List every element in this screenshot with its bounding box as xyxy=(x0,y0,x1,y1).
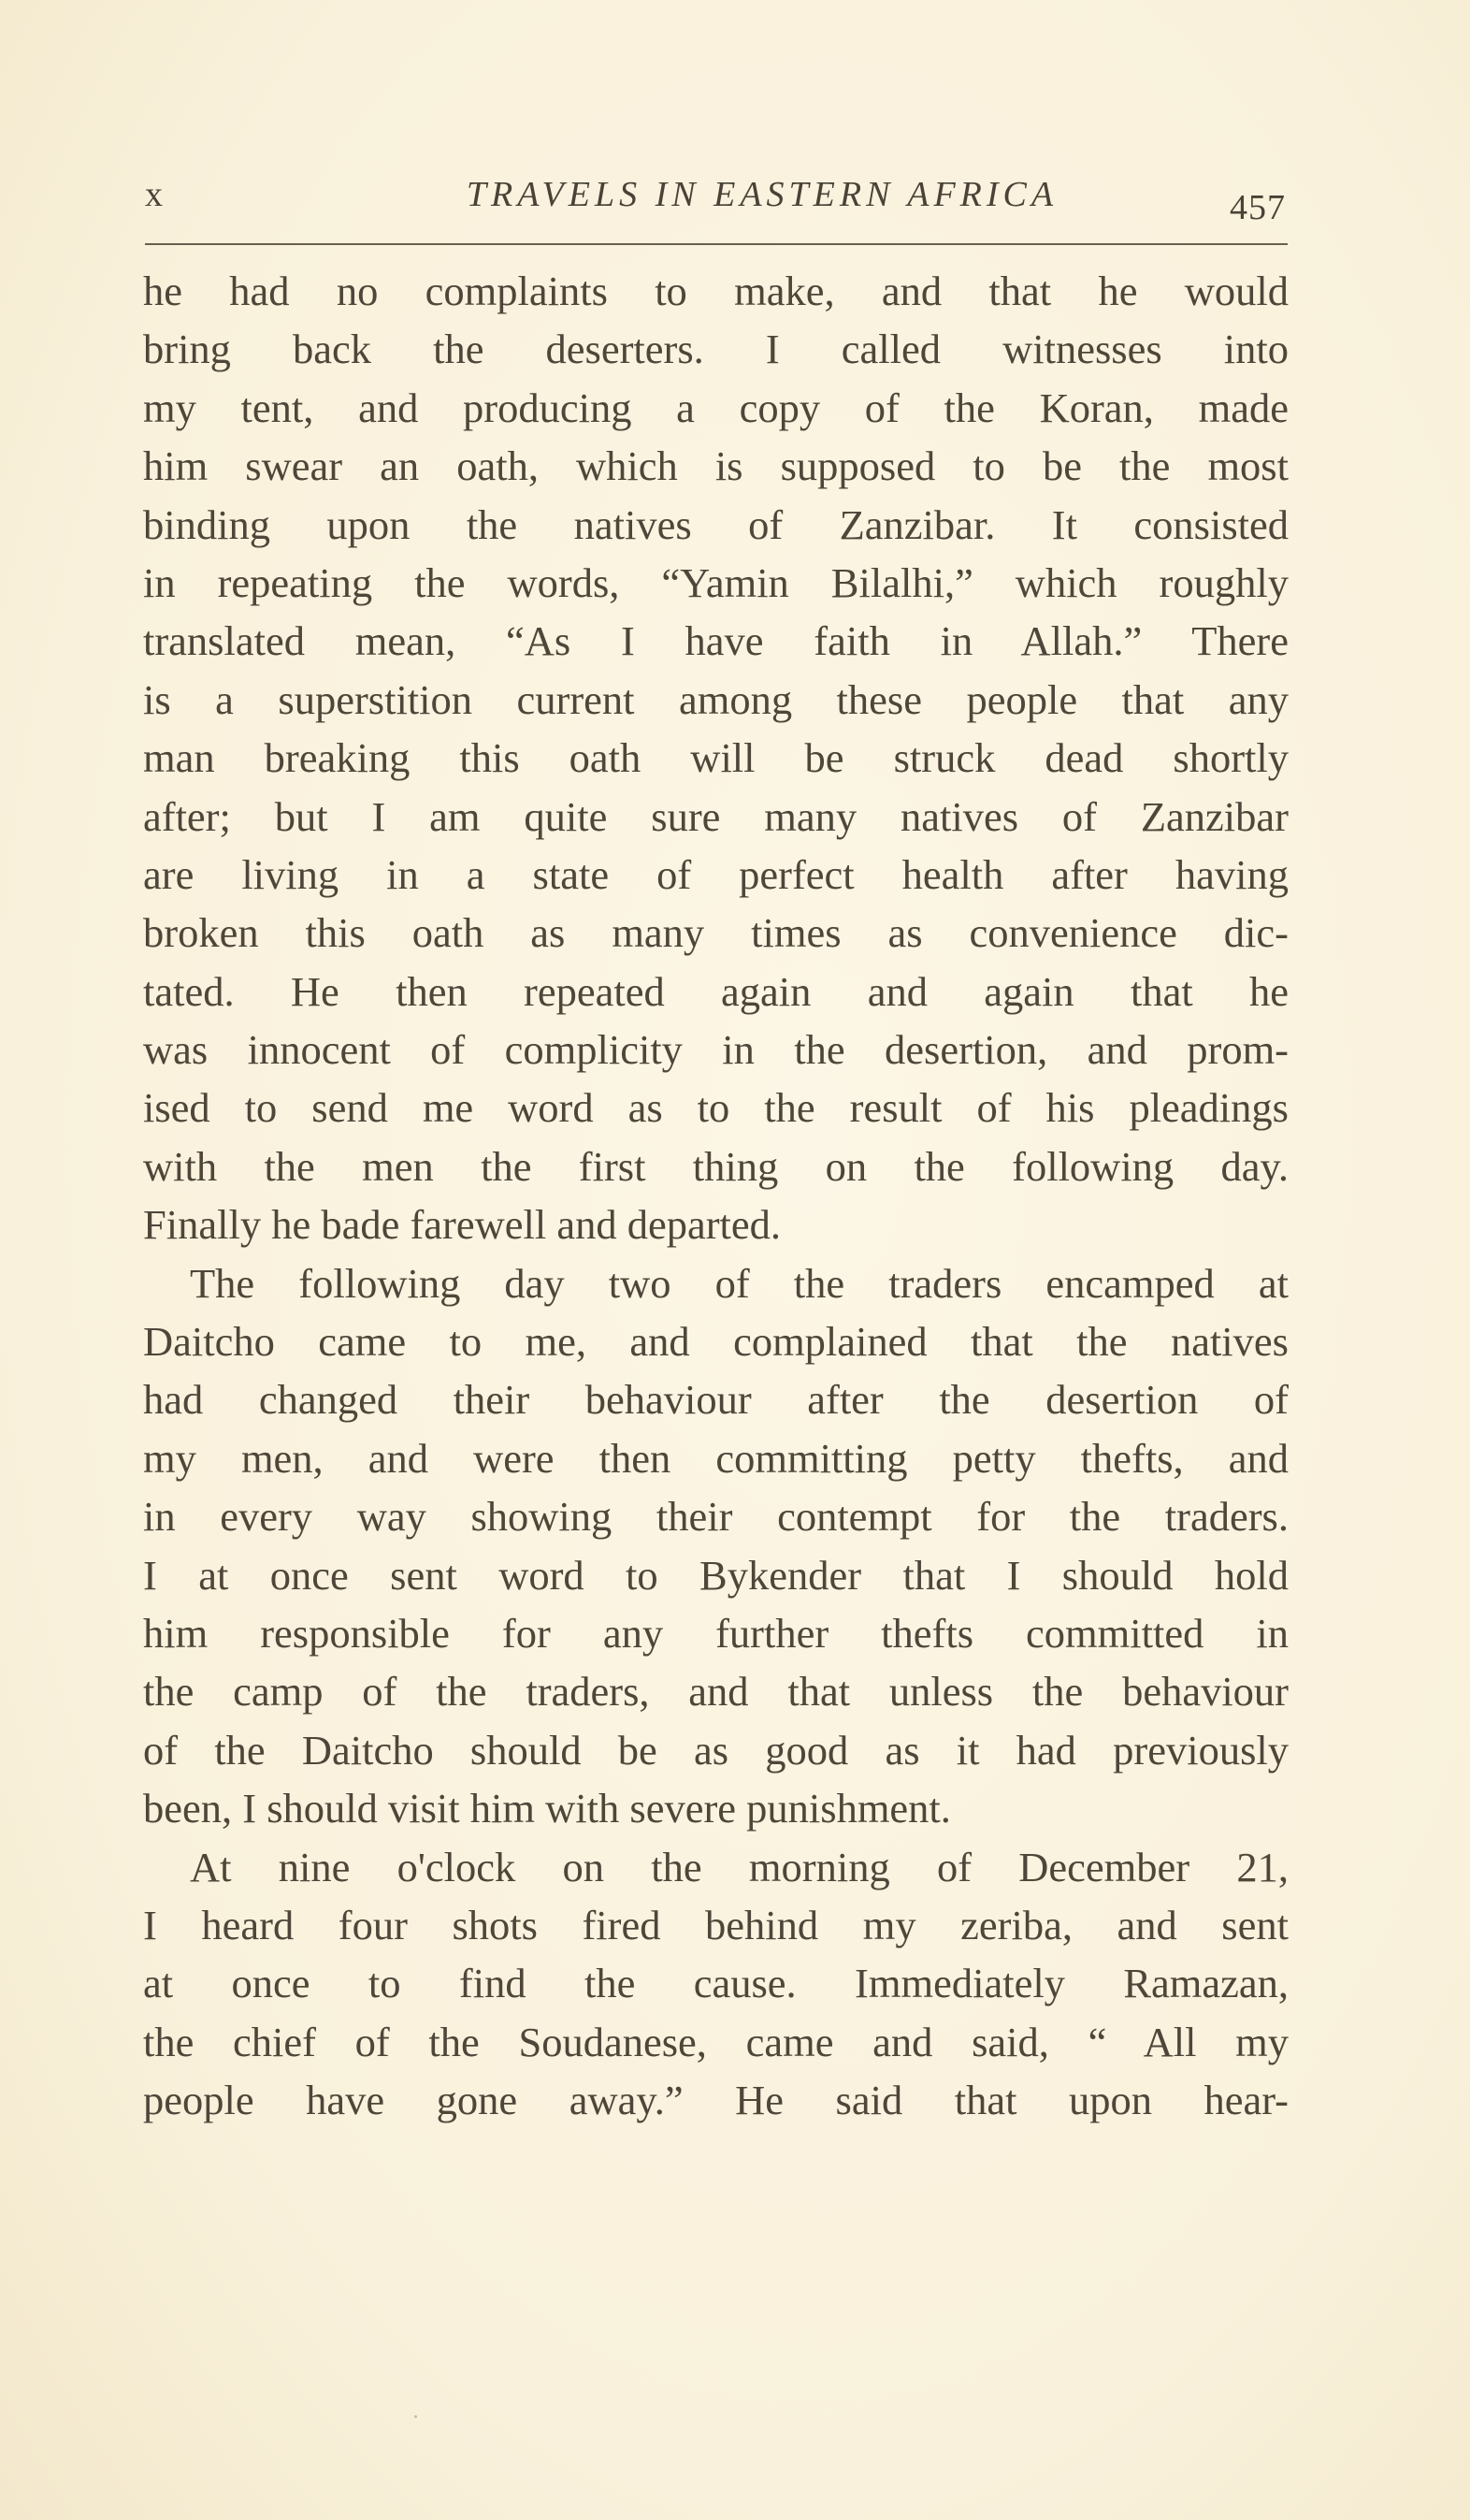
text-line: ised to send me word as to the result of his pleadings xyxy=(143,1084,1289,1132)
page-number: 457 xyxy=(1230,188,1286,227)
text-line: been, I should visit him with severe punishment. xyxy=(143,1785,951,1832)
text-line: translated mean, “As I have faith in Allah.” There xyxy=(143,617,1289,665)
paragraph xyxy=(143,1254,1289,1838)
running-header xyxy=(145,174,1286,230)
text-line: I heard four shots fired behind my zeriba, and sent xyxy=(143,1901,1289,1948)
body-text xyxy=(143,262,1289,2130)
text-line: had changed their behaviour after the desertion of xyxy=(143,1376,1289,1424)
paper-speck xyxy=(414,2415,417,2418)
text-line: at once to find the cause. Immediately Ramazan, xyxy=(143,1960,1289,2007)
chapter-marker: x xyxy=(145,175,164,214)
text-line: was innocent of complicity in the desertion, and prom- xyxy=(143,1026,1289,1074)
text-line: Finally he bade farewell and departed. xyxy=(143,1201,782,1249)
text-line: of the Daitcho should be as good as it had previously xyxy=(143,1726,1289,1774)
text-line: tated. He then repeated again and again that he xyxy=(143,967,1289,1015)
text-line: bring back the deserters. I called witnesses into xyxy=(143,326,1289,373)
text-line: I at once sent word to Bykender that I should hold xyxy=(143,1551,1289,1599)
text-line: he had no complaints to make, and that he would xyxy=(143,268,1289,314)
text-line: with the men the first thing on the following day. xyxy=(143,1142,1289,1190)
paragraph xyxy=(143,1838,1289,2130)
text-line: my tent, and producing a copy of the Koran, made xyxy=(143,384,1289,431)
text-line: man breaking this oath will be struck dead shortly xyxy=(143,734,1289,782)
text-line: in repeating the words, “Yamin Bilalhi,” which roughly xyxy=(143,558,1289,606)
header-rule xyxy=(145,243,1288,245)
text-line: in every way showing their contempt for the traders. xyxy=(143,1493,1289,1541)
text-line: At nine o'clock on the morning of December 21, xyxy=(190,1843,1289,1890)
text-line: is a superstition current among these people that any xyxy=(143,675,1289,723)
text-line: people have gone away.” He said that upon hear- xyxy=(143,2077,1289,2124)
text-line: Daitcho came to me, and complained that the natives xyxy=(143,1318,1289,1366)
text-line: him swear an oath, which is supposed to be the most xyxy=(143,442,1289,490)
text-line: the chief of the Soudanese, came and said, “ All my xyxy=(143,2018,1289,2065)
text-line: him responsible for any further thefts committed in xyxy=(143,1609,1289,1657)
text-line: broken this oath as many times as convenience dic- xyxy=(143,909,1289,957)
running-title: TRAVELS IN EASTERN AFRICA xyxy=(466,175,1059,214)
text-line: the camp of the traders, and that unless the behaviour xyxy=(143,1668,1289,1716)
text-line: are living in a state of perfect health after having xyxy=(143,850,1289,898)
text-line: The following day two of the traders encamped at xyxy=(190,1259,1289,1307)
text-line: my men, and were then committing petty thefts, and xyxy=(143,1434,1289,1482)
paragraph xyxy=(143,262,1289,1254)
text-line: binding upon the natives of Zanzibar. It consisted xyxy=(143,500,1289,548)
text-line: after; but I am quite sure many natives of Zanzibar xyxy=(143,792,1289,840)
